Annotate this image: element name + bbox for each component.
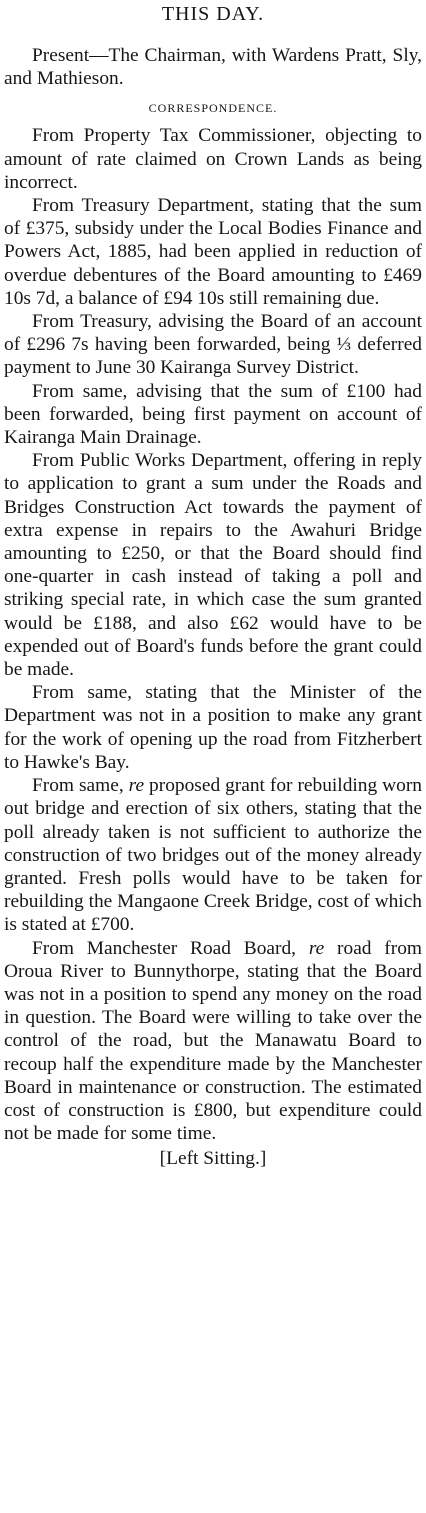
correspondence-item: From same, advising that the sum of £100 had been forwarded, being first payment on account of Kairanga Main Drainage. — [4, 380, 422, 449]
re-abbrev: re — [128, 775, 145, 797]
correspondence-subhead: CORRESPONDENCE. — [148, 101, 278, 116]
closing-note: [Left Sitting.] — [159, 1148, 267, 1170]
correspondence-item: From same, stating that the Minister of the Department was not in a position to make any grant for the work of opening up the road from Fitzherbert to Hawke's Bay. — [4, 682, 422, 773]
section-heading: THIS DAY. — [161, 3, 265, 25]
correspondence-item: From Treasury Department, stating that the sum of £375, subsidy under the Local Bodies Finance and Powers Act, 1885, had been applied in reduction of overdue debentures of the Board amounting to £469 10s 7d, a balance of £94 10s still remaining due. — [4, 195, 422, 309]
article-column — [4, 0, 422, 1170]
correspondence-item — [4, 937, 422, 1146]
item-body: proposed grant for rebuilding worn out bridge and erection of six others, stating that the poll already taken is not sufficient to authorize the construction of two bridges out of the money already granted. Fresh polls would have to be taken for rebuilding the Mangaone Creek Bridge, cost of which is stated at £700. — [4, 775, 422, 936]
correspondence-item — [4, 774, 422, 936]
correspondence-item: From Property Tax Commissioner, objecting to amount of rate claimed on Crown Lands as being incorrect. — [4, 125, 422, 193]
re-abbrev: re — [308, 937, 325, 959]
correspondence-item: From Treasury, advising the Board of an account of £296 7s having been forwarded, being ⅓ deferred payment to June 30 Kairanga Survey District. — [4, 311, 422, 379]
item-body: road from Oroua River to Bunnythorpe, stating that the Board was not in a position to spend any money on the road in question. The Board were willing to take over the control of the road, but the Manawatu Board to recoup half the expenditure made by the Manchester Board in maintenance or construction. The estimated cost of construction is £800, but expenditure could not be made for some time. — [4, 937, 422, 1145]
present-line: Present—The Chairman, with Wardens Pratt, Sly, and Mathieson. — [4, 45, 422, 90]
item-lead: From same, — [32, 775, 124, 797]
item-lead: From Manchester Road Board, — [32, 937, 297, 959]
correspondence-item: From Public Works Department, offering in reply to application to grant a sum under the Roads and Bridges Construction Act towards the payment of extra expense in repairs to the Awahuri Bridge amounting to £250, or that the Board should find one-quarter in cash instead of taking a poll and striking special rate, in which case the sum granted would be £188, and also £62 would have to be expended out of Board's funds before the grant could be made. — [4, 450, 422, 681]
